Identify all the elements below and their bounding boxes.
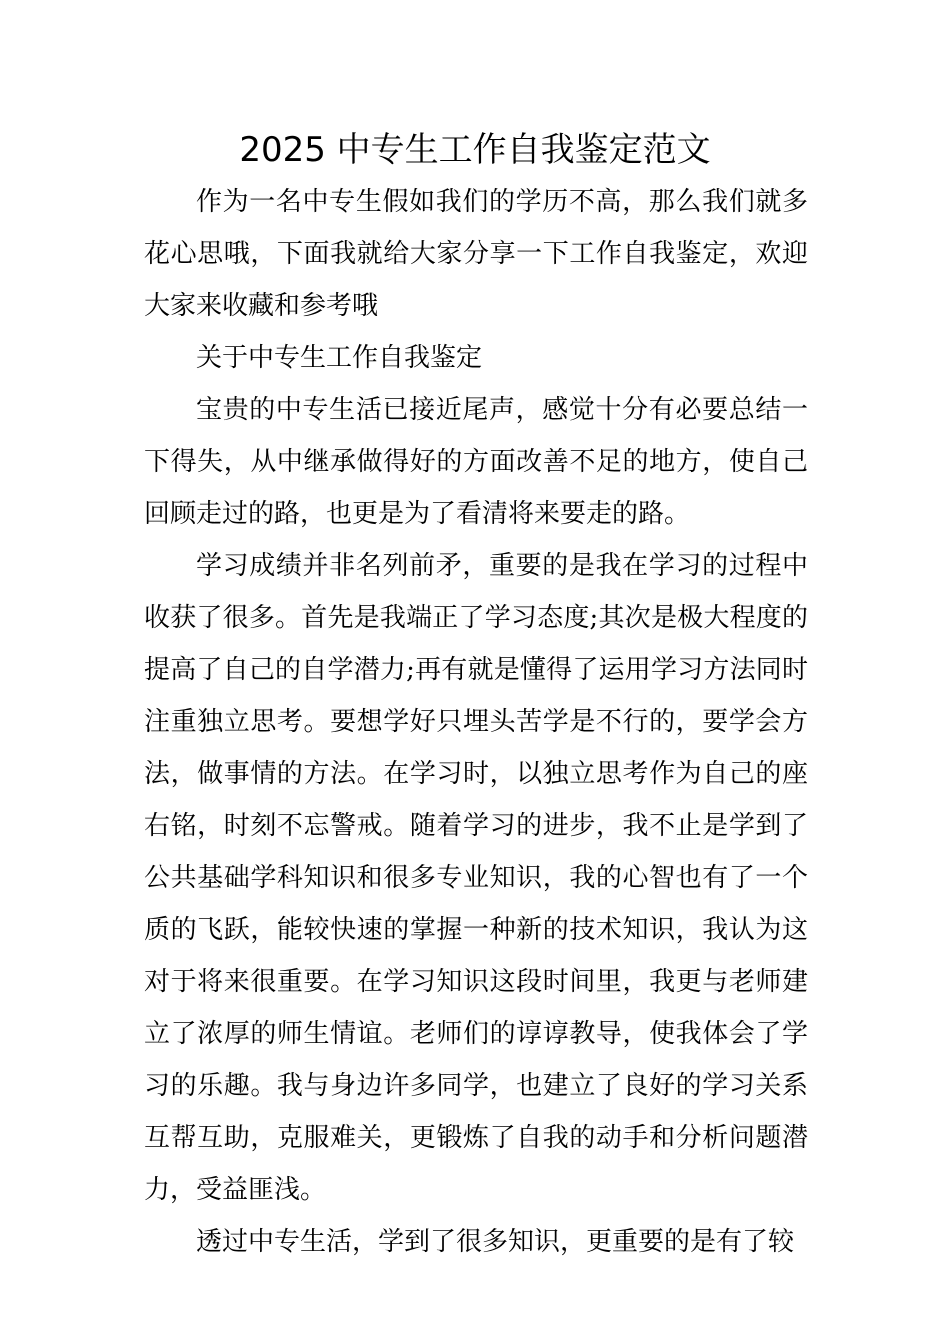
paragraph-3: 透过中专生活，学到了很多知识，更重要的是有了较 <box>196 1227 795 1257</box>
document-title: 2025 中专生工作自我鉴定范文 <box>239 130 711 170</box>
document-body <box>144 176 808 1268</box>
paragraph-intro: 作为一名中专生假如我们的学历不高，那么我们就多花心思哦，下面我就给大家分享一下工作自我鉴定，欢迎大家来收藏和参考哦 <box>144 187 808 321</box>
paragraph-2: 学习成绩并非名列前矛，重要的是我在学习的过程中收获了很多。首先是我端正了学习态度;其次是极大程度的提高了自己的自学潜力;再有就是懂得了运用学习方法同时注重独立思考。要想学好只埋头苦学是不行的，要学会方法，做事情的方法。在学习时，以独立思考作为自己的座右铭，时刻不忘警戒。随着学习的进步，我不止是学到了公共基础学科知识和很多专业知识，我的心智也有了一个质的飞跃，能较快速的掌握一种新的技术知识，我认为这对于将来很重要。在学习知识这段时间里，我更与老师建立了浓厚的师生情谊。老师们的谆谆教导，使我体会了学习的乐趣。我与身边许多同学，也建立了良好的学习关系互帮互助，克服难关，更锻炼了自我的动手和分析问题潜力，受益匪浅。 <box>144 551 808 1205</box>
paragraph-subheading: 关于中专生工作自我鉴定 <box>196 343 483 373</box>
paragraph-1: 宝贵的中专生活已接近尾声，感觉十分有必要总结一下得失，从中继承做得好的方面改善不足的地方，使自己回顾走过的路，也更是为了看清将来要走的路。 <box>144 395 808 529</box>
